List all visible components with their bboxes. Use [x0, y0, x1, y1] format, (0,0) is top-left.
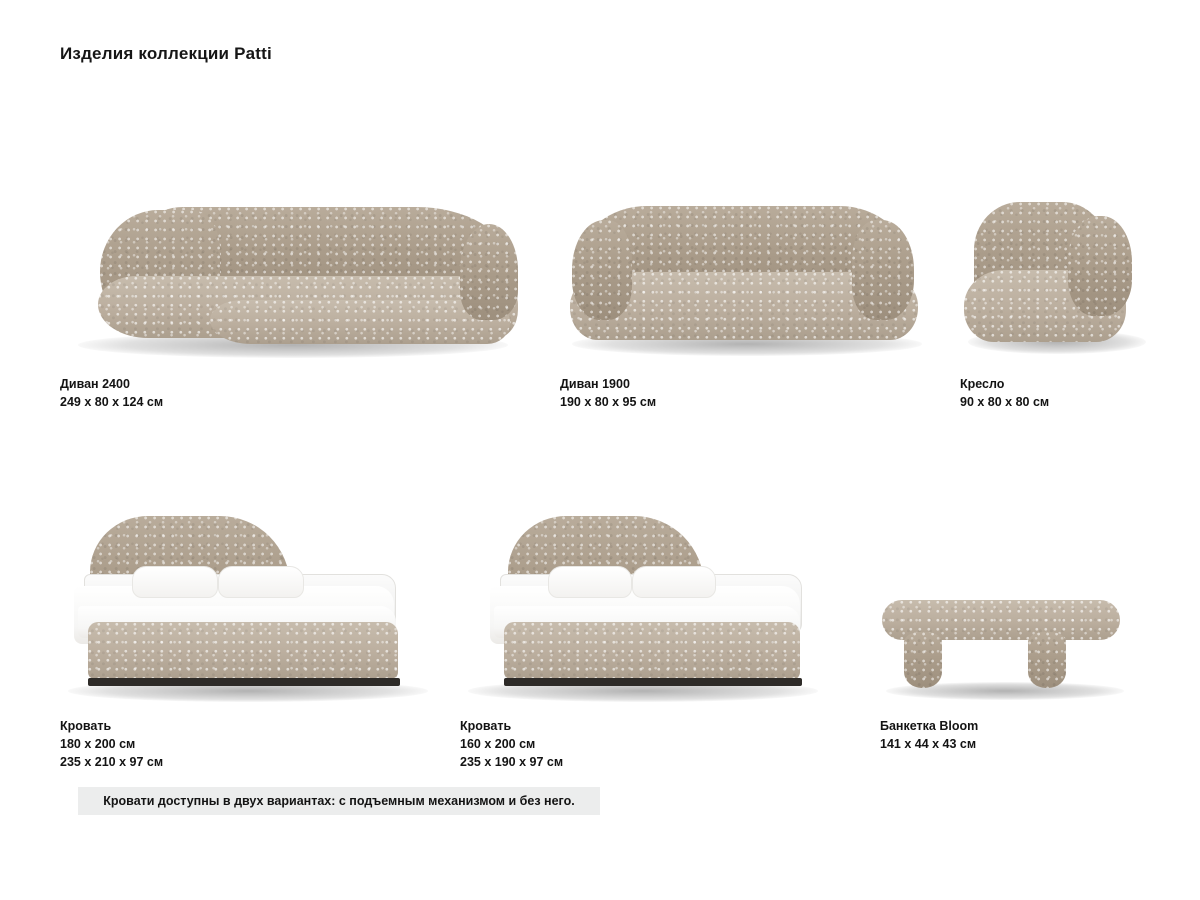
bed-icon: [460, 500, 860, 705]
armchair-icon: [960, 180, 1160, 365]
product-dimensions: 235 x 210 x 97 см: [60, 755, 164, 769]
product-dimensions: 190 x 80 x 95 см: [560, 395, 657, 409]
product-card-sofa-2400: [60, 180, 520, 411]
sofa-icon: [560, 180, 950, 365]
page-title: Изделия коллекции Patti: [60, 44, 272, 63]
product-name: Кровать: [60, 719, 112, 733]
product-card-bed-160: [460, 500, 860, 771]
product-row-beds: [0, 500, 1200, 770]
product-name: Кровать: [460, 719, 512, 733]
product-name: Диван 1900: [560, 377, 630, 391]
product-dimensions: 141 x 44 x 43 см: [880, 737, 977, 751]
product-name: Банкетка Bloom: [880, 719, 979, 733]
product-size: 160 x 200 см: [460, 737, 536, 751]
note-text: Кровати доступны в двух вариантах: с подъемным механизмом и без него.: [103, 794, 575, 808]
product-dimensions: 249 x 80 x 124 см: [60, 395, 164, 409]
product-size: 180 x 200 см: [60, 737, 136, 751]
bench-icon: [880, 500, 1140, 705]
product-name: Диван 2400: [60, 377, 130, 391]
product-row-sofas: [0, 180, 1200, 410]
sofa-curved-icon: [60, 180, 520, 365]
product-card-sofa-1900: [560, 180, 950, 411]
product-card-armchair: [960, 180, 1160, 411]
note-banner: [78, 787, 600, 815]
product-dimensions: 90 x 80 x 80 см: [960, 395, 1050, 409]
product-card-bed-180: [60, 500, 460, 771]
bed-icon: [60, 500, 460, 705]
product-card-bench-bloom: [880, 500, 1140, 753]
product-name: Кресло: [960, 377, 1005, 391]
product-dimensions: 235 x 190 x 97 см: [460, 755, 564, 769]
